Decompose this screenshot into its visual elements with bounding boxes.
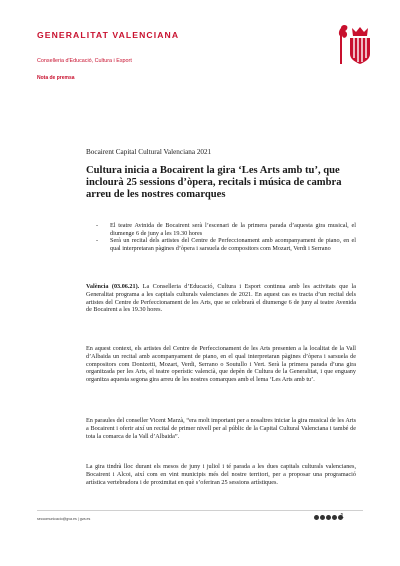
page-number: 1	[340, 513, 344, 520]
department-name: Conselleria d'Educació, Cultura i Esport	[37, 58, 132, 64]
twitter-icon[interactable]	[332, 515, 337, 520]
body-paragraph: En paraules del conseller Vicent Marzà, “era molt important per a nosaltres iniciar la gira musical de les Arts a Bocairent i oferir així un recital de primer nivell per al públic de la Capital Cultural Valenciana i també de tota la comarca de la Vall d’Albaida”.	[86, 417, 356, 440]
org-name: GENERALITAT VALENCIANA	[37, 30, 180, 40]
footer-divider	[37, 510, 363, 511]
footer-contact[interactable]: seccomunicacio@gva.es | gva.es	[37, 517, 91, 521]
generalitat-logo	[336, 24, 374, 64]
press-note-label: Nota de premsa	[37, 75, 75, 81]
body-paragraph: La gira tindrà lloc durant els mesos de juny i juliol i té parada a les dues capitals culturals valencianes, Bocairent i Alcoi, així com en vint municipis més del nostre territori, per a proposar una programació artística vertebradora i de proximitat en què s’oferiran 25 sessions artístiques.	[86, 463, 356, 486]
article-title: Cultura inicia a Bocairent la gira ‘Les Arts amb tu’, que inclourà 25 sessions d’òpera, recitals i música de cambra arreu de les nostres comarques	[86, 165, 342, 201]
instagram-icon[interactable]	[326, 515, 331, 520]
paragraph-text: La Conselleria d’Educació, Cultura i Esport continua amb les activitats que la Generalitat programa a les capitals culturals valencianes de 2021. En aquest cas es tracta d’un recital dels artistes del Centre de Perfeccionament de les Arts, que se celebrarà el diumenge 6 de juny al teatre Avenida de Bocairent a les 19.30 hores.	[86, 283, 356, 314]
article-kicker: Bocairent Capital Cultural Valenciana 2021	[86, 148, 212, 156]
social-links	[314, 515, 343, 520]
facebook-icon[interactable]	[320, 515, 325, 520]
flickr-icon[interactable]	[314, 515, 319, 520]
highlight-item: - El teatre Avinida de Bocairent serà l’escenari de la primera parada d’aquesta gira musical, el diumenge 6 de juny a les 19.30 hores	[96, 222, 356, 237]
article-highlights	[96, 222, 356, 253]
dateline: València (03.06.21).	[86, 283, 140, 290]
highlight-item: - Serà un recital dels artistes del Centre de Perfeccionament amb acompanyament de piano, en el qual interpretaran pàgines d’òpera i sarsuela de compositors com Mozart, Verdi i Serrano	[96, 237, 356, 252]
body-paragraph: En aquest context, els artistes del Centre de Perfeccionament de les Arts presenten a la localitat de la Vall d’Albaida un recital amb acompanyament de piano, en el qual interpretaran pàgines d’òpera i sarsuela de compositors com Donizetti, Mozart, Verdi, Serrano o Soutullo i Vert. Serà la primera parada d’una gira organitzada per les Arts, el teatre operístic valencià, que depèn de Cultura de la Generalitat, i que enguany organitza aquesta segona gira arreu de les nostres comarques amb el lema ‘Les Arts amb tu’.	[86, 345, 356, 383]
body-paragraph	[86, 283, 356, 314]
